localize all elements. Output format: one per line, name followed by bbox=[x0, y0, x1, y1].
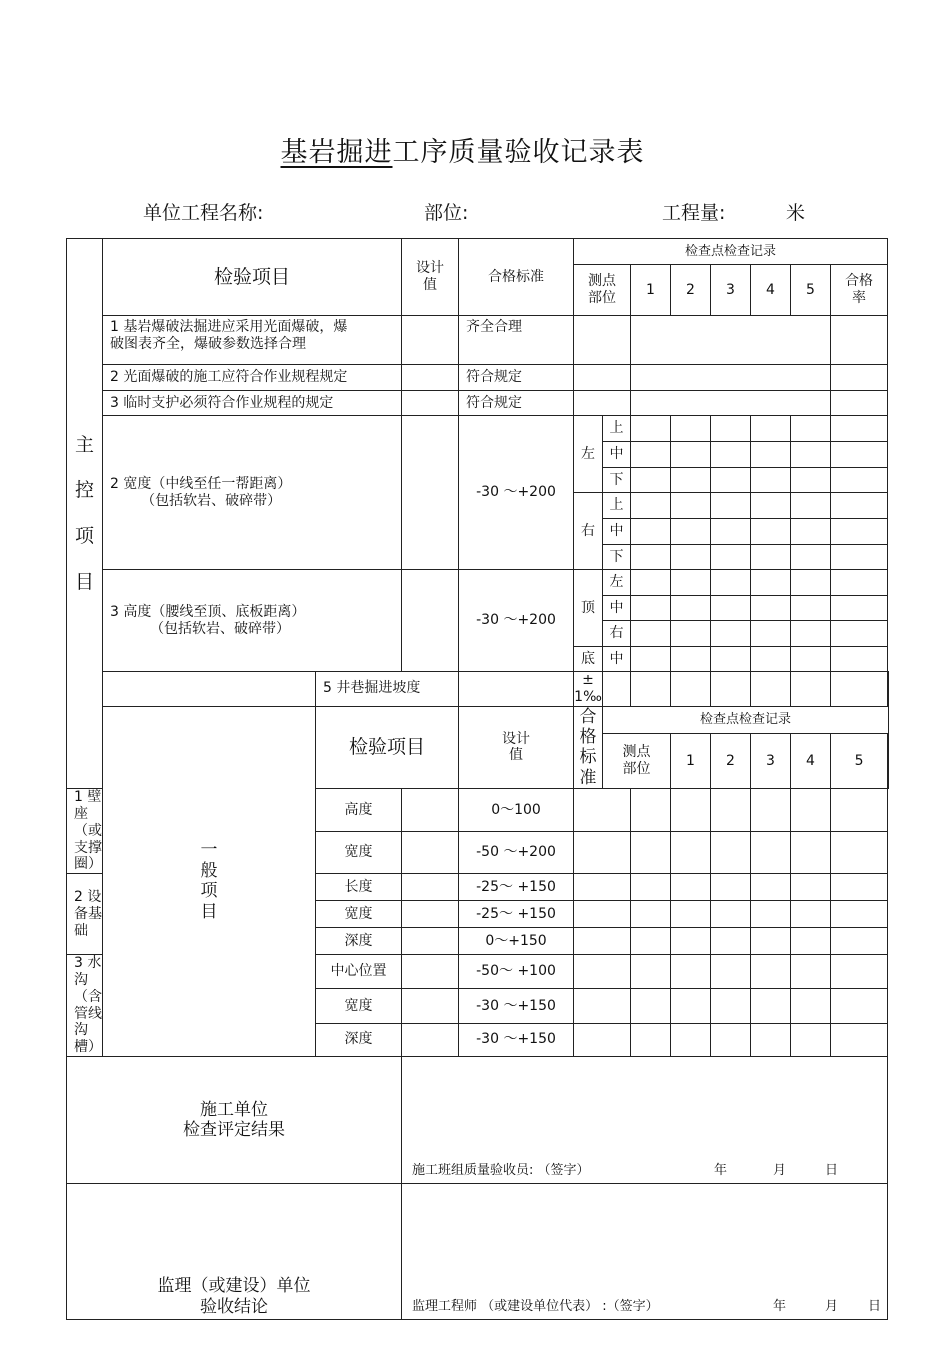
main-width-item: 2 宽度（中线至任一帮距离） （包括软岩、破碎带） bbox=[103, 416, 402, 570]
construction-signature: 施工班组质量验收员: （签字） 年 月 日 bbox=[412, 1163, 839, 1179]
main-height-top: 顶 bbox=[574, 570, 603, 647]
sub-point: 下 bbox=[603, 545, 631, 570]
general-measure-point-header: 测点 部位 bbox=[603, 733, 671, 788]
sub-point: 上 bbox=[603, 416, 631, 442]
main-inspection-item-header: 检验项目 bbox=[103, 239, 402, 316]
general-col-4: 4 bbox=[791, 733, 831, 788]
quantity-label: 工程量: bbox=[662, 202, 726, 224]
sub-point: 中 bbox=[603, 596, 631, 621]
main-pass-rate-header: 合格 率 bbox=[831, 265, 888, 316]
general-pass-rate-header bbox=[888, 733, 889, 788]
main-slope-item: 5 井巷掘进坡度 bbox=[316, 672, 459, 707]
sub-item: 宽度 bbox=[316, 831, 402, 874]
main-check-record-header: 检查点检查记录 bbox=[574, 239, 888, 265]
general-col-5: 5 bbox=[831, 733, 888, 788]
general-col-2: 2 bbox=[711, 733, 751, 788]
main-height-bottom: 底 bbox=[574, 647, 603, 672]
table-row bbox=[67, 365, 889, 391]
general-item-3: 3 水沟（含管线沟槽） bbox=[67, 955, 103, 1057]
table-row bbox=[67, 316, 889, 365]
main-measure-point-header: 测点 部位 bbox=[574, 265, 631, 316]
sub-standard: -25～ +150 bbox=[459, 874, 574, 901]
sub-point: 右 bbox=[603, 621, 631, 647]
unit-name-label: 单位工程名称: bbox=[143, 202, 264, 224]
sub-point: 下 bbox=[603, 468, 631, 493]
page-title bbox=[0, 130, 925, 169]
main-item-3-standard: 符合规定 bbox=[459, 391, 574, 416]
main-design-value-header: 设计 值 bbox=[402, 239, 459, 316]
sub-standard: 0～100 bbox=[459, 789, 574, 831]
main-col-1: 1 bbox=[631, 265, 671, 316]
main-item-1-standard: 齐全合理 bbox=[459, 316, 574, 365]
general-item-1: 1 壁座（或支撑圈） bbox=[67, 789, 103, 874]
title-underlined: 基岩掘进 bbox=[280, 137, 393, 168]
main-col-2: 2 bbox=[671, 265, 711, 316]
main-col-4: 4 bbox=[751, 265, 791, 316]
sub-item: 宽度 bbox=[316, 989, 402, 1023]
main-item-2-standard: 符合规定 bbox=[459, 365, 574, 391]
general-check-record-header: 检查点检查记录 bbox=[603, 706, 889, 733]
main-slope-standard: ± 1‰ bbox=[574, 672, 602, 705]
sub-point: 中 bbox=[603, 647, 631, 672]
construction-result-cell bbox=[402, 1056, 888, 1183]
main-item-2: 2 光面爆破的施工应符合作业规程规定 bbox=[103, 365, 402, 391]
main-col-3: 3 bbox=[711, 265, 751, 316]
inspection-table bbox=[66, 238, 889, 1320]
sub-standard: -30 ～+150 bbox=[459, 1023, 574, 1056]
supervision-conclusion-cell bbox=[402, 1183, 888, 1319]
construction-result-label: 施工单位 检查评定结果 bbox=[67, 1056, 402, 1183]
quantity-unit: 米 bbox=[786, 202, 806, 224]
table-row bbox=[67, 391, 889, 416]
supervision-conclusion-label: 监理（或建设）单位 验收结论 bbox=[67, 1183, 402, 1319]
main-height-standard: -30 ～+200 bbox=[459, 570, 574, 672]
general-item-2: 2 设备基础 bbox=[67, 874, 103, 955]
sub-point: 上 bbox=[603, 493, 631, 519]
sub-item: 高度 bbox=[316, 789, 402, 831]
sub-point: 左 bbox=[603, 570, 631, 596]
position-label: 部位: bbox=[424, 202, 469, 224]
sub-item: 长度 bbox=[316, 874, 402, 901]
sub-standard: -50 ～+200 bbox=[459, 831, 574, 874]
general-col-1: 1 bbox=[671, 733, 711, 788]
general-section-title: 一 般 项 目 bbox=[103, 706, 316, 1056]
general-inspection-item-header: 检验项目 bbox=[316, 706, 459, 789]
main-item-3: 3 临时支护必须符合作业规程的规定 bbox=[103, 391, 402, 416]
sub-standard: -50～ +100 bbox=[459, 955, 574, 989]
general-standard-header: 合格标准 bbox=[574, 706, 603, 789]
main-col-5: 5 bbox=[791, 265, 831, 316]
main-height-item: 3 高度（腰线至顶、底板距离） （包括软岩、破碎带） bbox=[103, 570, 402, 672]
sub-item: 宽度 bbox=[316, 901, 402, 928]
sub-item: 中心位置 bbox=[316, 955, 402, 989]
sub-standard: 0～+150 bbox=[459, 928, 574, 955]
general-design-value-header: 设计 值 bbox=[459, 706, 574, 789]
sub-point: 中 bbox=[603, 442, 631, 468]
table-row bbox=[67, 672, 889, 707]
main-width-left: 左 bbox=[574, 416, 603, 493]
main-standard-header: 合格标准 bbox=[459, 239, 574, 316]
sub-standard: -25～ +150 bbox=[459, 901, 574, 928]
general-col-3: 3 bbox=[751, 733, 791, 788]
main-width-standard: -30 ～+200 bbox=[459, 416, 574, 570]
sub-item: 深度 bbox=[316, 1023, 402, 1056]
title-rest: 工序质量验收记录表 bbox=[392, 137, 645, 168]
main-width-right: 右 bbox=[574, 493, 603, 570]
sub-item: 深度 bbox=[316, 928, 402, 955]
supervision-signature: 监理工程师 （或建设单位代表） :（签字） 年 月 日 bbox=[412, 1299, 882, 1315]
main-section-title: 主 控 项 目 bbox=[67, 239, 103, 789]
sub-standard: -30 ～+150 bbox=[459, 989, 574, 1023]
main-item-1: 1 基岩爆破法掘进应采用光面爆破，爆 破图表齐全，爆破参数选择合理 bbox=[103, 316, 402, 365]
sub-point: 中 bbox=[603, 519, 631, 545]
